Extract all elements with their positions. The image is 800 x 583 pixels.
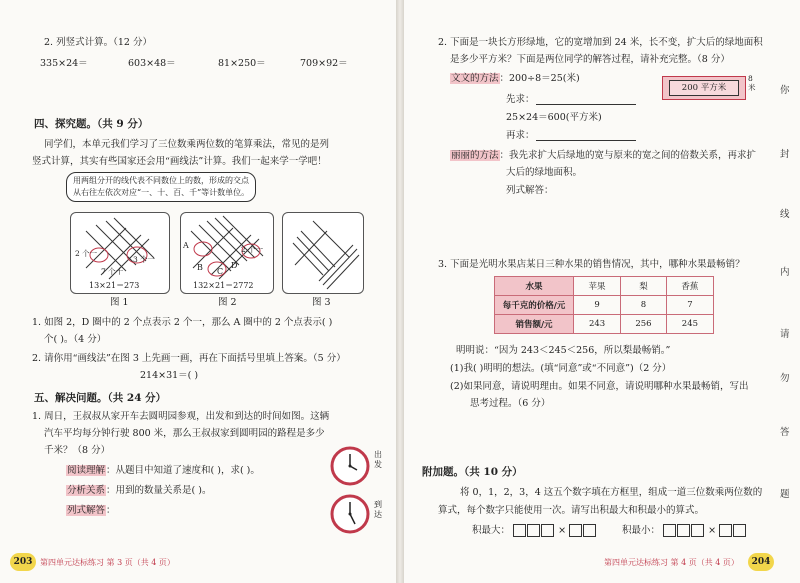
step-equation: 25×24＝600(平方米) (506, 112, 602, 123)
table-header-cell: 香蕉 (666, 277, 713, 296)
digit-box[interactable] (677, 524, 690, 537)
line-method-drawing (283, 213, 363, 293)
margin-char: 请 (780, 329, 790, 340)
wenwen-label: 文文的方法 (451, 73, 499, 84)
step-first-label: 先求： (506, 94, 535, 105)
fig2-mark: C (217, 267, 224, 276)
analysis-row (66, 484, 211, 497)
bonus-text: 算式，每个数字只能使用一次。请写出积最大和积最小的算式。 (438, 505, 705, 516)
fig2-mark: B (197, 263, 203, 272)
digit-box[interactable] (663, 524, 676, 537)
digit-box[interactable] (569, 524, 582, 537)
sub2-text: (2)如果同意，请说明理由。如果不同意，请说明哪种水果最畅销，写出 (450, 381, 749, 392)
answer-line[interactable] (536, 104, 636, 105)
margin-char: 线 (780, 209, 790, 220)
table-cell: 7 (666, 296, 713, 315)
digit-box[interactable] (719, 524, 732, 537)
table-header-cell: 苹果 (574, 277, 621, 296)
max-label: 积最大： (472, 525, 511, 536)
table-row-header: 销售额/元 (495, 315, 574, 334)
hint-text: 从右往左依次对应“一、十、百、千”等计数单位。 (73, 188, 250, 197)
reading-text: ：从题目中知道了速度和( )，求( )。 (106, 465, 260, 476)
lili-text: ：我先求扩大后绿地的宽与原来的宽之间的倍数关系，再求扩 (499, 150, 757, 161)
min-label: 积最小： (622, 525, 661, 536)
figure-1 (70, 212, 170, 294)
sub2-text: 思考过程。（6 分） (470, 398, 551, 409)
p2-text: 是多少平方米？下面是两位同学的解答过程，请补充完整。（8 分） (450, 54, 730, 65)
fig2-equation: 132×21＝2772 (193, 281, 254, 290)
margin-char: 勿 (780, 373, 790, 384)
figure-label: 图 1 (110, 297, 129, 308)
times-sign: × (558, 525, 567, 536)
p1-text: 1. 周日，王叔叔从家开车去圆明园参观，出发和到达的时间如图。这辆 (32, 411, 330, 422)
equation-text: ： (106, 505, 116, 516)
arrive-label: 到达 (374, 500, 382, 519)
area-rectangle (662, 76, 746, 100)
digit-box[interactable] (527, 524, 540, 537)
fruit-sales-table (494, 276, 714, 334)
fig1-mark: 2 个一 (75, 249, 98, 258)
table-row (495, 277, 714, 296)
calc-item: 335×24＝ (40, 58, 88, 69)
q1-text: 个( )。（4 分） (44, 334, 107, 345)
fig2-mark: D (231, 261, 238, 270)
fig2-mark: 2 个一 (241, 245, 264, 254)
bonus-text: 将 0，1，2，3，4 这五个数字填在方框里，组成一道三位数乘两位数的 (460, 487, 763, 498)
mm-text: 明明说：“因为 243＜245＜256，所以梨最畅销。” (456, 345, 671, 356)
lili-row (450, 149, 756, 162)
table-cell: 256 (621, 315, 667, 334)
table-cell: 8 (621, 296, 667, 315)
lili-answer-label: 列式解答： (506, 185, 554, 196)
equation-row (66, 504, 116, 517)
left-page (0, 0, 396, 583)
p2-text: 2. 下面是一块长方形绿地，它的宽增加到 24 米，长不变，扩大后的绿地面积 (438, 37, 763, 48)
fig1-mark: 3 个一 (133, 255, 156, 264)
margin-char: 内 (780, 267, 790, 278)
right-page (404, 0, 800, 583)
reading-row (66, 464, 260, 477)
area-label: 200 平方米 (669, 80, 739, 96)
intro-text: 竖式计算，其实有些国家还会用“画线法”计算。我们一起来学一学吧！ (32, 156, 327, 167)
intro-text: 同学们，本单元我们学习了三位数乘两位数的笔算乘法，常见的是列 (44, 139, 330, 150)
table-header-cell: 梨 (621, 277, 667, 296)
hint-text: 用两组分开的线代表不同数位上的数，形成的交点 (73, 176, 249, 185)
bonus-title: 附加题。（共 10 分） (422, 466, 523, 478)
page-footer: 第四单元达标练习 第 3 页（共 4 页） (40, 558, 175, 567)
table-row (495, 315, 714, 334)
section-5-title: 五、解决问题。（共 24 分） (34, 392, 167, 404)
min-product-row (622, 524, 747, 537)
figure-label: 图 2 (218, 297, 237, 308)
page-number: 203 (10, 553, 36, 571)
q2b-text: 2. 请你用“画线法”在图 3 上先画一画，再在下面括号里填上答案。（5 分） (32, 353, 346, 364)
wenwen-row (450, 72, 580, 85)
page-number: 204 (748, 553, 774, 571)
table-cell: 243 (574, 315, 621, 334)
calc-item: 603×48＝ (128, 58, 176, 69)
depart-clock-icon (330, 446, 370, 486)
q1-text: 1. 如图 2，D 圈中的 2 个点表示 2 个一，那么 A 圈中的 2 个点表示( ) (32, 317, 333, 328)
depart-label: 出发 (374, 450, 382, 469)
margin-char: 题 (780, 489, 790, 500)
lili-label: 丽丽的方法 (451, 150, 499, 161)
q2b-equation: 214×31＝( ) (140, 370, 199, 381)
table-header-cell: 水果 (495, 277, 574, 296)
fig1-mark: 7 个十 (101, 267, 124, 276)
step-then-label: 再求： (506, 130, 535, 141)
figure-label: 图 3 (312, 297, 331, 308)
equation-label: 列式解答 (67, 505, 106, 516)
figure-3[interactable] (282, 212, 364, 294)
p1-text: 千米？（8 分） (44, 445, 111, 456)
calc-item: 81×250＝ (218, 58, 266, 69)
max-product-row (472, 524, 597, 537)
reading-label: 阅读理解 (67, 465, 106, 476)
digit-box[interactable] (733, 524, 746, 537)
table-row-header: 每千克的价格/元 (495, 296, 574, 315)
p1-text: 汽车平均每分钟行驶 800 米，那么王叔叔家到圆明园的路程是多少 (44, 428, 325, 439)
fig2-mark: A (183, 241, 189, 250)
width-label: 8米 (748, 74, 756, 92)
table-cell: 9 (574, 296, 621, 315)
times-sign: × (708, 525, 717, 536)
sub1-text: (1)我( )明明的想法。(填“同意”或“不同意”)（2 分） (450, 363, 672, 374)
table-row (495, 296, 714, 315)
calc-item: 709×92＝ (300, 58, 348, 69)
book-spine (396, 0, 404, 583)
margin-char: 封 (780, 149, 790, 160)
fig1-equation: 13×21＝273 (89, 281, 140, 290)
digit-box[interactable] (691, 524, 704, 537)
answer-line[interactable] (536, 140, 636, 141)
digit-box[interactable] (583, 524, 596, 537)
q2-title: 2. 列竖式计算。（12 分） (44, 37, 152, 48)
wenwen-text: ：200÷8＝25(米) (499, 73, 580, 84)
digit-box[interactable] (541, 524, 554, 537)
section-4-title: 四、探究题。（共 9 分） (34, 118, 149, 130)
table-cell: 245 (666, 315, 713, 334)
analysis-text: ：用到的数量关系是( )。 (106, 485, 212, 496)
arrive-clock-icon (330, 494, 370, 534)
lili-text: 大后的绿地面积。 (506, 167, 583, 178)
digit-box[interactable] (513, 524, 526, 537)
hint-bubble (66, 172, 256, 202)
margin-char: 答 (780, 427, 790, 438)
p3-text: 3. 下面是光明水果店某日三种水果的销售情况，其中，哪种水果最畅销？ (438, 259, 745, 270)
analysis-label: 分析关系 (67, 485, 106, 496)
page-footer: 第四单元达标练习 第 4 页（共 4 页） (604, 558, 739, 567)
figure-2 (180, 212, 274, 294)
margin-char: 你 (780, 85, 790, 96)
